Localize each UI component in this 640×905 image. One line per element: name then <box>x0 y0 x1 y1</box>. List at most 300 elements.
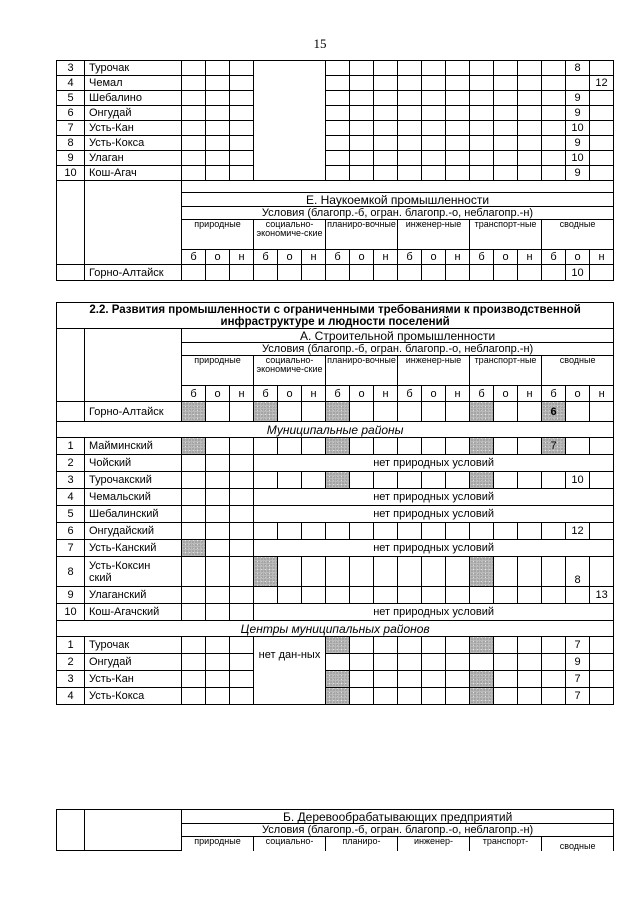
condition-cell <box>494 402 518 422</box>
condition-letter: б <box>542 250 566 265</box>
row-number: 4 <box>57 489 85 506</box>
condition-cell <box>494 151 518 166</box>
condition-cell <box>206 76 230 91</box>
condition-cell <box>206 166 230 181</box>
value-cell: 9 <box>566 654 590 671</box>
row-number: 9 <box>57 587 85 604</box>
condition-letter: о <box>422 250 446 265</box>
condition-cell <box>422 76 446 91</box>
row-name: Усть-Кан <box>85 121 182 136</box>
row-name: Шебалинский <box>85 506 182 523</box>
condition-cell <box>422 106 446 121</box>
condition-cell <box>278 587 302 604</box>
condition-group-label: транспорт-ные <box>470 220 542 250</box>
value-cell: 6 <box>542 402 566 422</box>
condition-cell <box>350 265 374 281</box>
condition-cell <box>542 637 566 654</box>
row-number: 1 <box>57 438 85 455</box>
blank-cell <box>57 810 85 851</box>
condition-cell <box>446 91 470 106</box>
condition-cell <box>422 61 446 76</box>
condition-letter: б <box>398 250 422 265</box>
condition-cell <box>230 265 254 281</box>
condition-cell <box>422 121 446 136</box>
table-row <box>57 422 614 438</box>
page-number: 15 <box>313 36 327 51</box>
value-cell: 8 <box>566 557 590 587</box>
table-row <box>57 61 614 76</box>
conditions-header: Условия (благопр.-б, огран. благопр.-о, неблагопр.-н) <box>182 207 614 220</box>
condition-cell <box>494 121 518 136</box>
condition-cell <box>350 121 374 136</box>
condition-group-label: транспорт- <box>470 837 542 851</box>
condition-cell <box>422 438 446 455</box>
condition-group-label: транспорт-ные <box>470 356 542 386</box>
condition-cell <box>374 637 398 654</box>
row-name: Усть-Кокса <box>85 136 182 151</box>
condition-cell <box>470 265 494 281</box>
condition-cell <box>182 438 206 455</box>
condition-cell <box>206 472 230 489</box>
condition-cell <box>326 76 350 91</box>
condition-cell <box>182 455 206 472</box>
condition-cell <box>398 557 422 587</box>
condition-cell <box>182 506 206 523</box>
condition-group-label: инженер-ные <box>398 356 470 386</box>
condition-letter: о <box>350 250 374 265</box>
condition-cell <box>590 265 614 281</box>
row-name: Турочак <box>85 61 182 76</box>
condition-letter: н <box>590 386 614 402</box>
condition-cell <box>470 472 494 489</box>
condition-cell <box>206 61 230 76</box>
condition-cell <box>446 557 470 587</box>
blank-cell <box>57 265 85 281</box>
table-row <box>57 151 614 166</box>
condition-cell <box>470 136 494 151</box>
condition-cell <box>518 587 542 604</box>
condition-cell <box>230 76 254 91</box>
condition-cell <box>350 402 374 422</box>
condition-cell <box>422 472 446 489</box>
condition-cell <box>254 523 278 540</box>
condition-cell <box>206 671 230 688</box>
condition-cell <box>470 654 494 671</box>
condition-cell <box>542 523 566 540</box>
condition-cell <box>350 523 374 540</box>
value-cell: 10 <box>566 472 590 489</box>
value-cell: 12 <box>566 523 590 540</box>
condition-cell <box>446 121 470 136</box>
no-conditions-note: нет природных условий <box>254 455 614 472</box>
condition-cell <box>206 402 230 422</box>
condition-cell <box>182 637 206 654</box>
condition-cell <box>470 106 494 121</box>
condition-cell <box>470 637 494 654</box>
condition-cell <box>206 91 230 106</box>
row-number: 2 <box>57 654 85 671</box>
condition-cell <box>182 587 206 604</box>
table-row <box>57 121 614 136</box>
condition-letter: о <box>206 250 230 265</box>
condition-letter: б <box>326 250 350 265</box>
condition-cell <box>446 136 470 151</box>
condition-cell <box>230 637 254 654</box>
condition-cell <box>206 455 230 472</box>
condition-letter: н <box>590 250 614 265</box>
row-name: Кош-Агачский <box>85 604 182 621</box>
row-number: 3 <box>57 671 85 688</box>
condition-cell <box>278 402 302 422</box>
blank-cell <box>57 402 85 422</box>
table-row <box>57 402 614 422</box>
condition-cell <box>326 265 350 281</box>
condition-cell <box>518 688 542 705</box>
condition-cell <box>206 506 230 523</box>
condition-cell <box>182 604 206 621</box>
condition-cell <box>518 523 542 540</box>
row-name: Онгудай <box>85 106 182 121</box>
condition-cell <box>494 472 518 489</box>
row-number: 9 <box>57 151 85 166</box>
condition-cell <box>518 76 542 91</box>
condition-cell <box>230 540 254 557</box>
condition-cell <box>398 523 422 540</box>
condition-cell <box>230 438 254 455</box>
table-row <box>57 438 614 455</box>
condition-cell <box>542 91 566 106</box>
row-name: Усть-Канский <box>85 540 182 557</box>
condition-cell <box>350 106 374 121</box>
condition-cell <box>470 91 494 106</box>
condition-cell <box>542 106 566 121</box>
condition-cell <box>398 166 422 181</box>
condition-cell <box>326 472 350 489</box>
condition-cell <box>230 472 254 489</box>
table-row <box>57 523 614 540</box>
condition-cell <box>230 523 254 540</box>
conditions-header: Условия (благопр.-б, огран. благопр.-о, неблагопр.-н) <box>182 824 614 837</box>
table-construction-industry <box>56 302 614 705</box>
table-row <box>57 810 614 824</box>
table-row <box>57 76 614 91</box>
condition-group-label: социально-экономиче-ские <box>254 356 326 386</box>
condition-cell <box>182 654 206 671</box>
no-conditions-note: нет природных условий <box>254 604 614 621</box>
condition-cell <box>230 688 254 705</box>
condition-cell <box>422 523 446 540</box>
condition-cell <box>182 540 206 557</box>
condition-cell <box>398 76 422 91</box>
condition-cell <box>326 121 350 136</box>
condition-cell <box>326 557 350 587</box>
condition-cell <box>518 106 542 121</box>
row-name: Онгудайский <box>85 523 182 540</box>
condition-cell <box>446 402 470 422</box>
row-number: 8 <box>57 136 85 151</box>
condition-cell <box>230 91 254 106</box>
row-name: Улаганский <box>85 587 182 604</box>
condition-cell <box>422 654 446 671</box>
condition-cell <box>374 166 398 181</box>
table-row <box>57 671 614 688</box>
condition-cell <box>206 557 230 587</box>
condition-cell <box>254 587 278 604</box>
section-title: Е. Наукоемкой промышленности <box>182 193 614 207</box>
condition-letter: н <box>518 250 542 265</box>
condition-cell <box>278 472 302 489</box>
condition-letter: б <box>182 386 206 402</box>
condition-cell <box>566 587 590 604</box>
row-number: 1 <box>57 637 85 654</box>
condition-cell <box>398 265 422 281</box>
value-cell <box>590 61 614 76</box>
condition-letter: о <box>494 386 518 402</box>
condition-cell <box>518 136 542 151</box>
condition-group-label: социально-экономиче-ские <box>254 220 326 250</box>
table-row <box>57 654 614 671</box>
blank-cell <box>85 181 182 193</box>
condition-cell <box>350 688 374 705</box>
no-conditions-note: нет природных условий <box>254 506 614 523</box>
condition-cell <box>350 136 374 151</box>
condition-cell <box>374 136 398 151</box>
condition-cell <box>350 438 374 455</box>
condition-cell <box>494 637 518 654</box>
condition-cell <box>326 671 350 688</box>
condition-cell <box>230 106 254 121</box>
table-row <box>57 604 614 621</box>
condition-cell <box>278 523 302 540</box>
condition-cell <box>398 402 422 422</box>
condition-cell <box>590 472 614 489</box>
condition-cell <box>398 136 422 151</box>
condition-cell <box>374 523 398 540</box>
condition-cell <box>182 106 206 121</box>
condition-cell <box>590 438 614 455</box>
table-row <box>57 621 614 637</box>
condition-letter: н <box>446 386 470 402</box>
table-row <box>57 166 614 181</box>
condition-letter: б <box>398 386 422 402</box>
condition-cell <box>398 688 422 705</box>
condition-cell <box>422 91 446 106</box>
table-row <box>57 303 614 329</box>
condition-cell <box>326 136 350 151</box>
condition-cell <box>326 438 350 455</box>
condition-cell <box>542 472 566 489</box>
condition-letter: о <box>278 386 302 402</box>
condition-cell <box>590 654 614 671</box>
table-row <box>57 506 614 523</box>
table-row <box>57 587 614 604</box>
condition-letter: б <box>254 386 278 402</box>
condition-cell <box>398 151 422 166</box>
merged-blank-cell <box>254 61 326 181</box>
condition-cell <box>278 438 302 455</box>
condition-cell <box>518 472 542 489</box>
condition-cell <box>470 671 494 688</box>
condition-cell <box>182 136 206 151</box>
row-name: Чемальский <box>85 489 182 506</box>
condition-cell <box>326 61 350 76</box>
condition-group-label: природные <box>182 837 254 851</box>
row-number: 10 <box>57 166 85 181</box>
value-cell: 9 <box>566 136 590 151</box>
condition-cell <box>518 265 542 281</box>
condition-cell <box>470 76 494 91</box>
row-number: 6 <box>57 523 85 540</box>
no-conditions-note: нет природных условий <box>254 489 614 506</box>
value-cell <box>590 106 614 121</box>
condition-cell <box>470 166 494 181</box>
condition-cell <box>590 523 614 540</box>
condition-cell <box>542 61 566 76</box>
value-cell: 12 <box>590 76 614 91</box>
condition-cell <box>398 106 422 121</box>
condition-letter: о <box>278 250 302 265</box>
condition-cell <box>494 166 518 181</box>
condition-cell <box>422 402 446 422</box>
value-cell: 7 <box>542 438 566 455</box>
condition-cell <box>542 688 566 705</box>
condition-cell <box>230 506 254 523</box>
condition-cell <box>422 557 446 587</box>
row-name: Кош-Агач <box>85 166 182 181</box>
condition-cell <box>302 523 326 540</box>
condition-cell <box>206 637 230 654</box>
condition-cell <box>566 402 590 422</box>
condition-group-label: планиро- <box>326 837 398 851</box>
condition-cell <box>230 557 254 587</box>
table-row <box>57 329 614 343</box>
condition-cell <box>182 265 206 281</box>
condition-cell <box>278 265 302 281</box>
row-number: 7 <box>57 540 85 557</box>
value-cell <box>590 151 614 166</box>
table-row <box>57 106 614 121</box>
condition-cell <box>350 472 374 489</box>
value-cell <box>590 136 614 151</box>
condition-cell <box>182 402 206 422</box>
row-name: Турочак <box>85 637 182 654</box>
condition-cell <box>470 402 494 422</box>
condition-cell <box>182 166 206 181</box>
condition-cell <box>494 76 518 91</box>
condition-cell <box>182 472 206 489</box>
condition-cell <box>374 76 398 91</box>
condition-group-label: природные <box>182 220 254 250</box>
condition-cell <box>422 151 446 166</box>
condition-cell <box>230 166 254 181</box>
blank-cell <box>57 181 85 193</box>
row-name: Усть-Коксинский <box>85 557 182 587</box>
condition-cell <box>206 265 230 281</box>
condition-cell <box>494 91 518 106</box>
condition-cell <box>254 472 278 489</box>
table-row <box>57 181 614 193</box>
condition-cell <box>326 91 350 106</box>
condition-cell <box>446 265 470 281</box>
condition-letter: б <box>182 250 206 265</box>
condition-letter: о <box>206 386 230 402</box>
condition-cell <box>326 166 350 181</box>
condition-cell <box>326 151 350 166</box>
condition-cell <box>470 121 494 136</box>
condition-cell <box>182 557 206 587</box>
condition-cell <box>494 587 518 604</box>
row-number: 5 <box>57 91 85 106</box>
condition-cell <box>422 671 446 688</box>
blank-cell <box>57 193 85 265</box>
blank-cell <box>85 810 182 851</box>
condition-cell <box>494 523 518 540</box>
condition-cell <box>182 688 206 705</box>
group-title: Центры муниципальных районов <box>57 621 614 637</box>
row-name: Улаган <box>85 151 182 166</box>
condition-cell <box>350 654 374 671</box>
condition-cell <box>326 106 350 121</box>
condition-group-label: инженер- <box>398 837 470 851</box>
condition-cell <box>374 151 398 166</box>
condition-cell <box>230 455 254 472</box>
table-row <box>57 193 614 207</box>
condition-cell <box>350 151 374 166</box>
condition-cell <box>326 688 350 705</box>
condition-cell <box>494 557 518 587</box>
condition-cell <box>494 688 518 705</box>
condition-cell <box>446 61 470 76</box>
condition-cell <box>398 637 422 654</box>
condition-cell <box>470 557 494 587</box>
condition-cell <box>302 557 326 587</box>
blank-cell <box>85 329 182 402</box>
condition-cell <box>518 402 542 422</box>
condition-cell <box>494 671 518 688</box>
condition-group-label: сводные <box>542 356 614 386</box>
condition-cell <box>518 671 542 688</box>
condition-cell <box>542 121 566 136</box>
row-name: Усть-Кан <box>85 671 182 688</box>
condition-cell <box>206 604 230 621</box>
row-number: 3 <box>57 61 85 76</box>
no-conditions-note: нет природных условий <box>254 540 614 557</box>
blank-cell <box>85 193 182 265</box>
condition-letter: н <box>302 386 326 402</box>
condition-cell <box>494 61 518 76</box>
condition-cell <box>542 166 566 181</box>
condition-cell <box>422 166 446 181</box>
table-row <box>57 472 614 489</box>
condition-cell <box>518 91 542 106</box>
value-cell <box>590 91 614 106</box>
table-woodworking <box>56 809 614 851</box>
condition-cell <box>542 654 566 671</box>
condition-cell <box>518 151 542 166</box>
condition-cell <box>542 151 566 166</box>
condition-letter: о <box>566 386 590 402</box>
condition-cell <box>422 688 446 705</box>
region-name: Горно-Алтайск <box>85 265 182 281</box>
condition-cell <box>590 637 614 654</box>
condition-cell <box>230 587 254 604</box>
condition-cell <box>206 438 230 455</box>
condition-cell <box>518 61 542 76</box>
condition-cell <box>518 637 542 654</box>
condition-cell <box>542 76 566 91</box>
row-number: 8 <box>57 557 85 587</box>
table-row <box>57 688 614 705</box>
